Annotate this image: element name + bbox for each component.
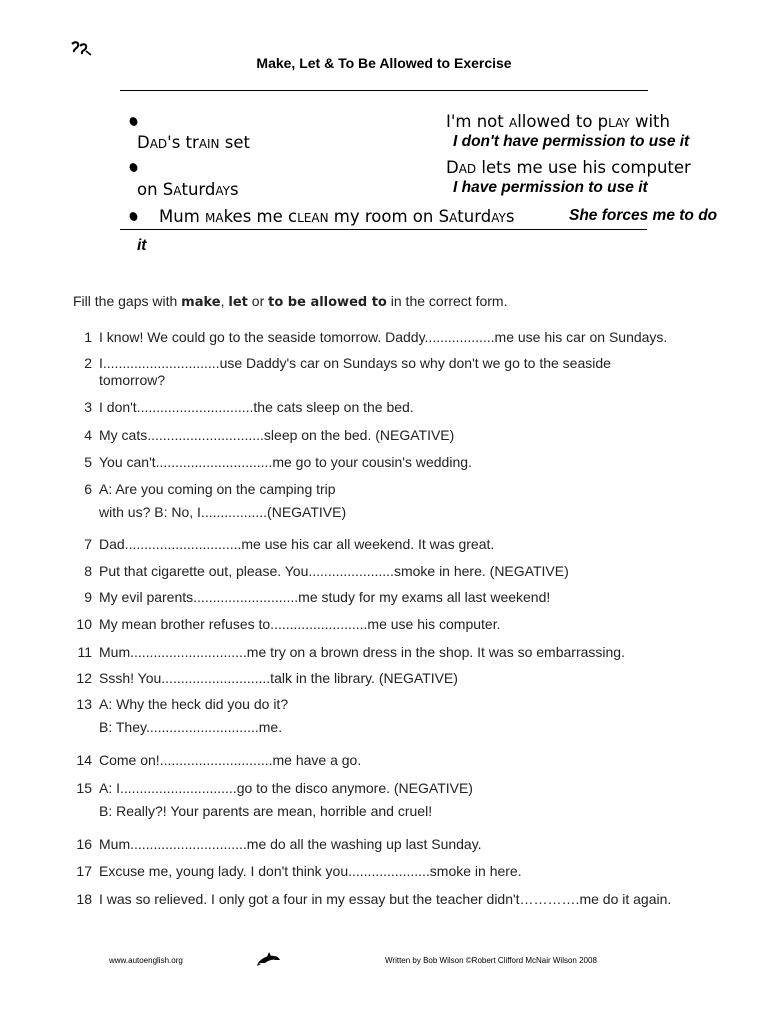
question-number: 13	[76, 696, 92, 712]
question-number: 8	[84, 563, 92, 579]
example-2-explanation: I have permission to use it	[453, 179, 648, 196]
question-text: with us? B: No, I.................(NEGATIVE)	[99, 504, 347, 520]
question-number: 17	[76, 863, 92, 879]
question-number: 3	[84, 399, 92, 415]
question-text: I..............................use Daddy's car on Sundays so why don't we go to the seaside	[99, 355, 611, 371]
bullet-icon	[128, 211, 139, 222]
question-number: 5	[84, 454, 92, 470]
question-text: B: Really?! Your parents are mean, horrible and cruel!	[99, 803, 433, 819]
examples-divider	[120, 229, 647, 230]
question-number: 2	[84, 355, 92, 371]
example-2-sentence-line1: Dad lets me use his computer	[446, 158, 691, 177]
question-number: 1	[84, 329, 92, 345]
example-2-sentence-line2: on Saturdays	[137, 180, 239, 199]
question-number: 15	[76, 780, 92, 796]
question-text: A: Why the heck did you do it?	[99, 696, 289, 712]
question-text: Excuse me, young lady. I don't think you.....................smoke in here.	[99, 863, 522, 879]
example-1-explanation: I don't have permission to use it	[453, 133, 690, 150]
question-number: 16	[76, 836, 92, 852]
question-number: 18	[76, 891, 92, 907]
instructions: Fill the gaps with make, let or to be allowed to in the correct form.	[73, 293, 508, 310]
question-text: Come on!.............................me have a go.	[99, 752, 362, 768]
question-text: Sssh! You............................talk in the library. (NEGATIVE)	[99, 670, 458, 686]
question-text: B: They.............................me.	[99, 719, 283, 735]
question-number: 10	[76, 616, 92, 632]
footer-credit: Written by Bob Wilson ©Robert Clifford McNair Wilson 2008	[385, 956, 597, 965]
question-text: My evil parents...........................me study for my exams all last weekend!	[99, 589, 551, 605]
question-text: I know! We could go to the seaside tomorrow. Daddy..................me use his car on Sundays.	[99, 329, 668, 345]
example-1-sentence-line2: Dad's train set	[137, 133, 251, 152]
dolphin-logo-icon	[257, 951, 281, 967]
question-text: I was so relieved. I only got a four in my essay but the teacher didn't………….me do it again.	[99, 891, 672, 907]
question-text: Mum..............................me do all the washing up last Sunday.	[99, 836, 482, 852]
question-text: Dad..............................me use his car all weekend. It was great.	[99, 536, 495, 552]
question-text: My mean brother refuses to.........................me use his computer.	[99, 616, 501, 632]
page-title: Make, Let & To Be Allowed to Exercise	[256, 55, 512, 71]
footer-website: www.autoenglish.org	[109, 956, 183, 965]
question-text: I don't..............................the cats sleep on the bed.	[99, 399, 414, 415]
example-3-explanation-line2: it	[137, 237, 147, 254]
bullet-icon	[128, 116, 139, 127]
example-3-sentence: Mum makes me clean my room on Saturdays	[159, 207, 515, 226]
question-text: tomorrow?	[99, 372, 166, 388]
question-text: Put that cigarette out, please. You......................smoke in here. (NEGATIVE)	[99, 563, 569, 579]
title-divider	[120, 90, 648, 91]
question-number: 9	[84, 589, 92, 605]
question-number: 12	[76, 670, 92, 686]
bullet-icon	[128, 162, 139, 173]
example-1-sentence-line1: I'm not allowed to play with	[446, 112, 670, 131]
question-number: 11	[77, 644, 92, 660]
question-number: 6	[84, 481, 92, 497]
question-number: 4	[84, 427, 92, 443]
question-text: Mum..............................me try on a brown dress in the shop. It was so embarrassing.	[99, 644, 625, 660]
question-number: 14	[76, 752, 92, 768]
question-text: You can't..............................me go to your cousin's wedding.	[99, 454, 472, 470]
question-text: My cats..............................sleep on the bed. (NEGATIVE)	[99, 427, 455, 443]
question-number: 7	[84, 536, 92, 552]
question-text: A: I..............................go to the disco anymore. (NEGATIVE)	[99, 780, 473, 796]
question-text: A: Are you coming on the camping trip	[99, 481, 336, 497]
example-3-explanation-line1: She forces me to do	[569, 207, 718, 224]
